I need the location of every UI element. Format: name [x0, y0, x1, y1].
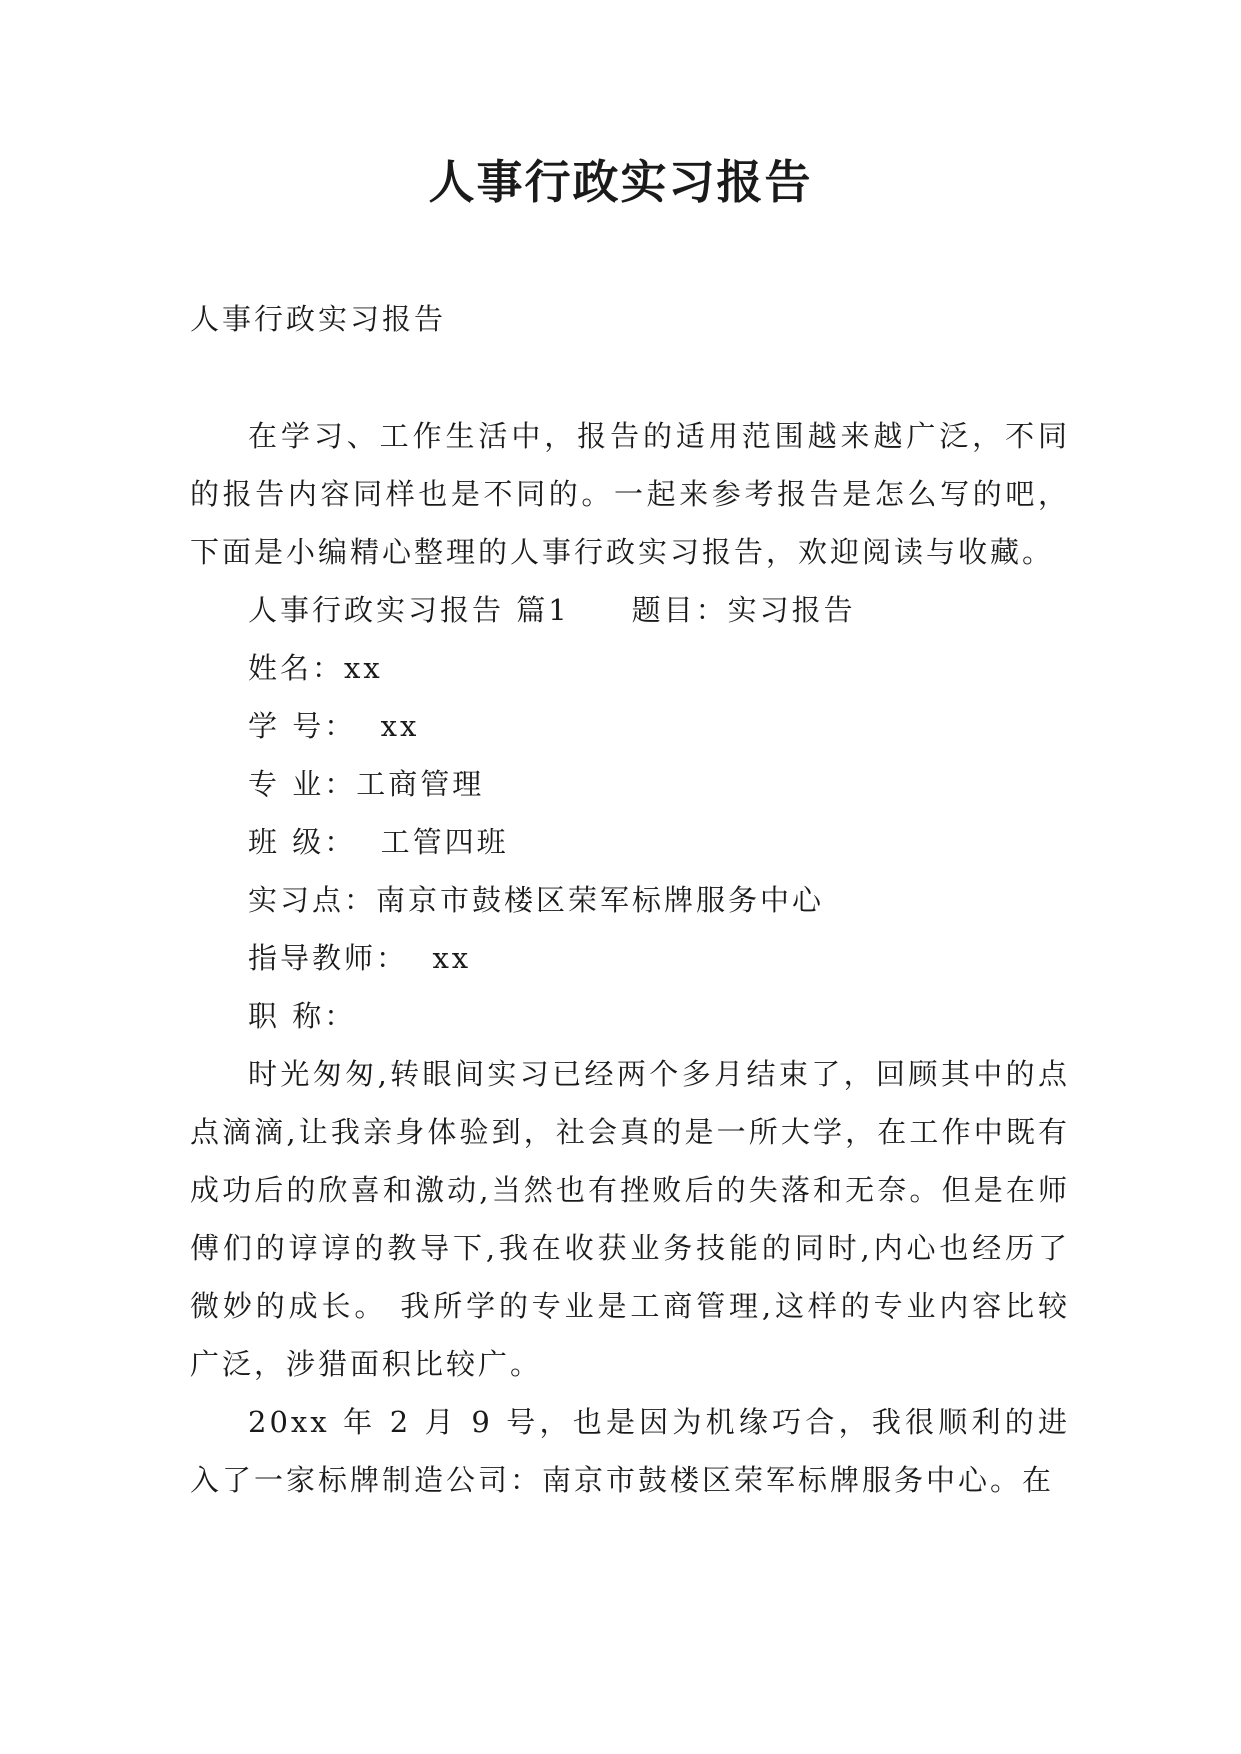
field-value: 工管四班 [380, 825, 509, 859]
field-value: xx [380, 709, 420, 743]
section-heading: 人事行政实习报告 篇1 [248, 593, 570, 627]
field-title [190, 987, 1070, 1045]
field-label: 指导教师： [248, 941, 433, 975]
section-heading-line [190, 581, 1070, 639]
field-value: xx [344, 651, 383, 685]
blank-line [190, 348, 1070, 407]
document-body [190, 290, 1070, 1509]
field-label: 班 级： [248, 825, 381, 859]
document-title: 人事行政实习报告 [428, 155, 813, 209]
field-value: xx [432, 941, 472, 975]
field-label: 专 业： [248, 767, 357, 801]
field-internship-site [190, 871, 1070, 929]
topic-line: 题目：实习报告 [631, 593, 856, 627]
field-student-id [190, 697, 1070, 755]
body-paragraph: 时光匆匆,转眼间实习已经两个多月结束了，回顾其中的点点滴滴,让我亲身体验到，社会真的是一所大学，在工作中既有成功后的欣喜和激动,当然也有挫败后的失落和无奈。但是在师傅们的谆谆的教导下,我在收获业务技能的同时,内心也经历了微妙的成长。 我所学的专业是工商管理,这样的专业内容比较广泛，涉猎面积比较广。 [190, 1057, 1070, 1381]
intro-paragraph: 在学习、工作生活中，报告的适用范围越来越广泛，不同的报告内容同样也是不同的。一起来参考报告是怎么写的吧，下面是小编精心整理的人事行政实习报告，欢迎阅读与收藏。 [190, 419, 1070, 569]
field-value: 工商管理 [356, 767, 485, 801]
field-label: 实习点： [248, 883, 377, 917]
field-supervisor [190, 929, 1070, 987]
body-paragraph: 20xx 年 2 月 9 号，也是因为机缘巧合，我很顺利的进入了一家标牌制造公司：南京市鼓楼区荣军标牌服务中心。在 [190, 1405, 1070, 1497]
field-value: 南京市鼓楼区荣军标牌服务中心 [376, 883, 825, 917]
field-label: 职 称： [248, 999, 357, 1033]
field-name [190, 639, 1070, 697]
document-subtitle: 人事行政实习报告 [190, 302, 447, 336]
field-label: 姓名： [248, 651, 345, 685]
field-class [190, 813, 1070, 871]
field-major [190, 755, 1070, 813]
field-label: 学 号： [248, 709, 381, 743]
